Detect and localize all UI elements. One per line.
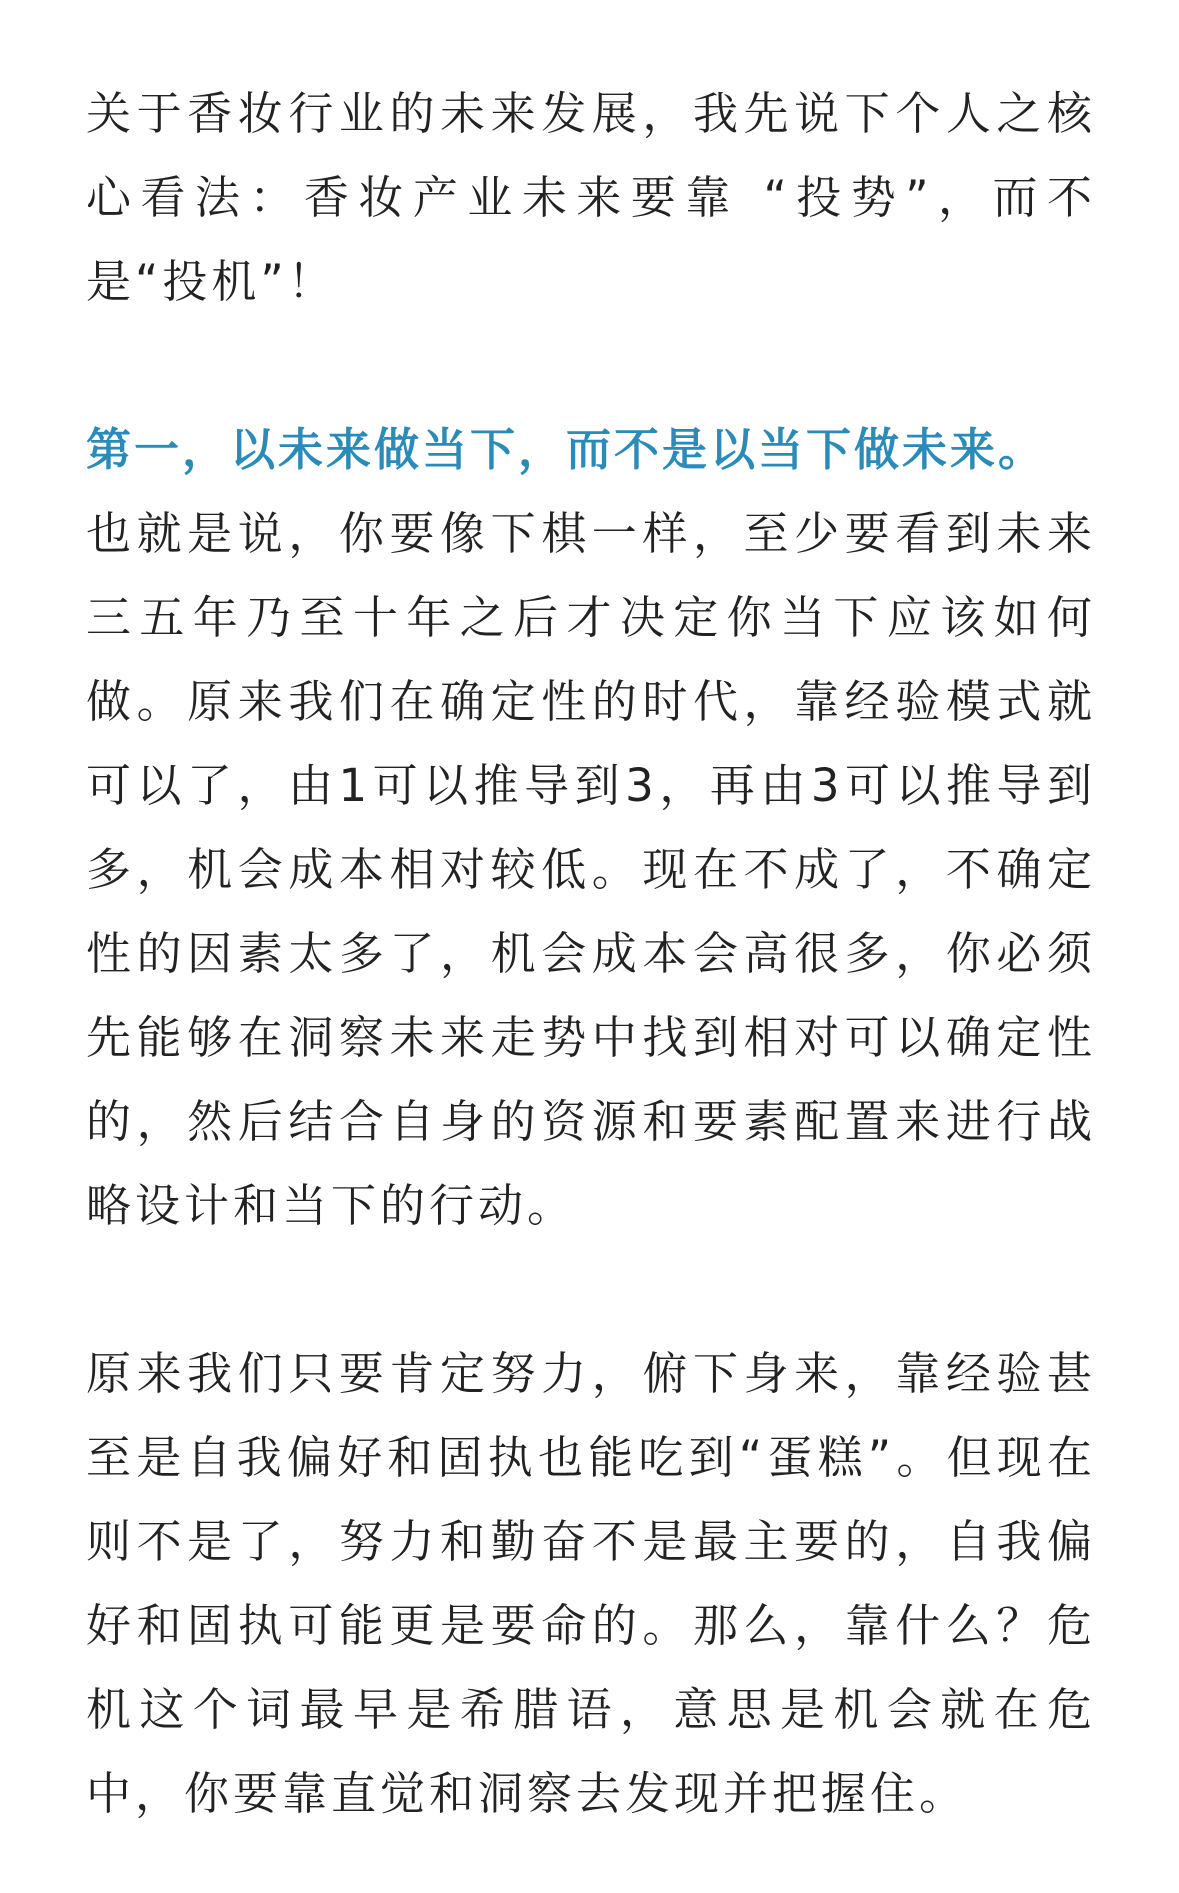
section-heading: 第一，以未来做当下，而不是以当下做未来。 — [86, 423, 1047, 476]
section-paragraph: 也就是说，你要像下棋一样，至少要看到未来三五年乃至十年之后才决定你当下应该如何做。原来我们在确定性的时代，靠经验模式就可以了，由1可以推导到3，再由3可以推导到多，机会成本相对较低。现在不成了，不确定性的因素太多了，机会成本会高很多，你必须先能够在洞察未来走势中找到相对可以确定性的，然后结合自身的资源和要素配置来进行战略设计和当下的行动。 — [86, 507, 1096, 1232]
paragraph-spacer — [86, 324, 1096, 408]
article-body — [86, 72, 1096, 1836]
paragraph-spacer — [86, 1248, 1096, 1332]
intro-paragraph: 关于香妆行业的未来发展，我先说下个人之核心看法：香妆产业未来要靠 “投势”，而不是“投机”！ — [86, 87, 1096, 308]
closing-paragraph: 原来我们只要肯定努力，俯下身来，靠经验甚至是自我偏好和固执也能吃到“蛋糕”。但现在则不是了，努力和勤奋不是最主要的，自我偏好和固执可能更是要命的。那么，靠什么？危机这个词最早是希腊语，意思是机会就在危中，你要靠直觉和洞察去发现并把握住。 — [86, 1347, 1096, 1820]
